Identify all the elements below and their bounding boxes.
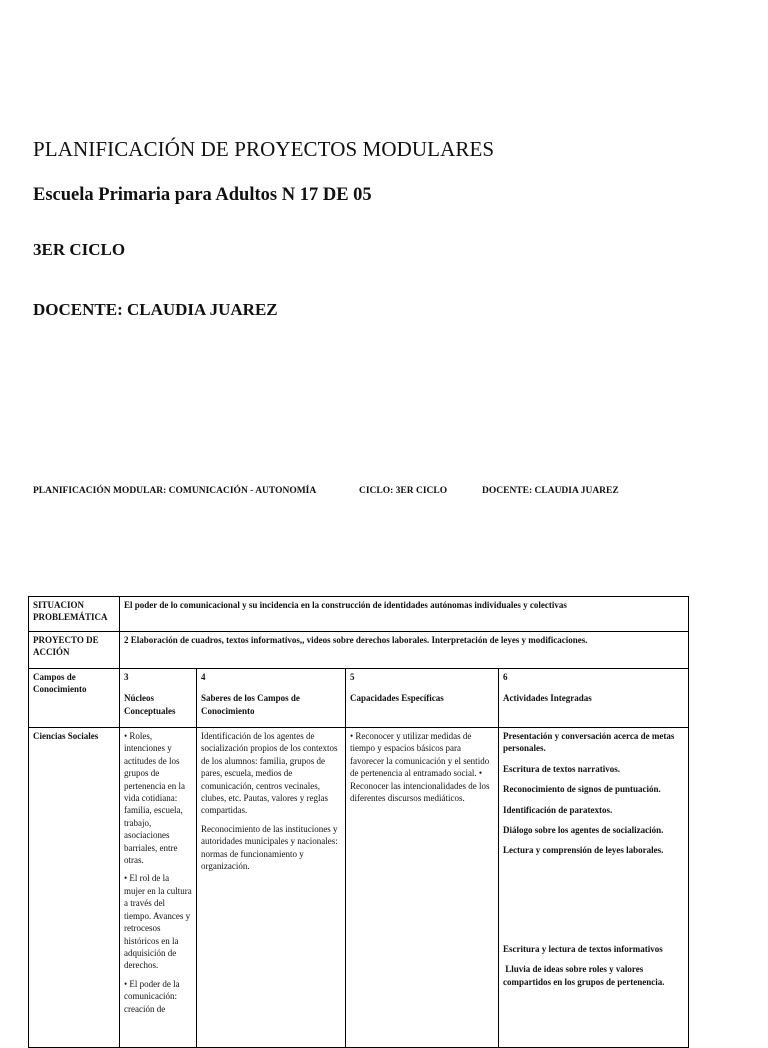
nucleo-item: • El rol de la mujer en la cultura a través del tiempo. Avances y retrocesos históricos en la adquisición de derechos.	[124, 873, 192, 971]
campos-label: Campos de Conocimiento	[29, 669, 120, 728]
actividad-item: Reconocimiento de signos de puntuación.	[503, 784, 661, 795]
proyecto-label: PROYECTO DE ACCIÓN	[29, 632, 120, 669]
situacion-row	[29, 597, 689, 632]
proyecto-row	[29, 632, 689, 669]
capacidad-item: • Reconocer y utilizar medidas de tiempo y espacios básicos para favorecer la comunicación y el sentido de pertenencia al entramado social. • Reconocer las intencionalidades de los diferentes discursos mediáticos.	[350, 731, 490, 804]
saber-item: Reconocimiento de las instituciones y autoridades municipales y nacionales: normas de funcionamiento y organización.	[201, 823, 338, 872]
nucleo-item: • Roles, intenciones y actitudes de los grupos de pertenencia en la vida cotidiana: familia, escuela, trabajo, asociaciones barriales, entre otras.	[124, 731, 185, 866]
actividad-item: Lectura y comprensión de leyes laborales.	[503, 845, 664, 856]
situacion-text: El poder de lo comunicacional y su incidencia en la construcción de identidades autónomas individuales y colectivas	[120, 597, 689, 632]
meta-modular: PLANIFICACIÓN MODULAR: COMUNICACIÓN - AUTONOMÍA	[33, 486, 317, 496]
col3-number: 3	[124, 672, 129, 682]
row-label: Ciencias Sociales	[29, 728, 120, 1048]
cycle-heading: 3ER CICLO	[33, 240, 126, 259]
capacidades-header	[346, 669, 499, 728]
actividad-item: Lluvia de ideas sobre roles y valores compartidos en los grupos de pertenencia.	[503, 964, 665, 987]
nucleos-cell	[120, 728, 197, 1048]
header-row	[29, 669, 689, 728]
meta-cycle: CICLO: 3ER CICLO	[359, 486, 448, 496]
saber-item: Identificación de los agentes de socialización propios de los contextos de los alumnos: familia, grupos de pares, escuela, medios de comunicación, centros vecinales, clubes, etc. Pautas, valores y reglas compartidas.	[201, 731, 338, 816]
planning-table	[28, 596, 689, 1048]
nucleo-item: • El poder de la comunicación: creación de	[124, 978, 180, 1014]
col3-label: Núcleos Conceptuales	[124, 693, 176, 716]
actividades-cell	[499, 728, 689, 1048]
school-name: Escuela Primaria para Adultos N 17 DE 05	[33, 185, 372, 205]
document-title: PLANIFICACIÓN DE PROYECTOS MODULARES	[33, 137, 495, 161]
situacion-label: SITUACION PROBLEMÁTICA	[29, 597, 120, 632]
col6-number: 6	[503, 672, 508, 682]
proyecto-text: 2 Elaboración de cuadros, textos informativos,, videos sobre derechos laborales. Interpretación de leyes y modificaciones.	[120, 632, 689, 669]
actividad-item: Identificación de paratextos.	[503, 804, 613, 815]
ciencias-sociales-row	[29, 728, 689, 1048]
nucleos-header	[120, 669, 197, 728]
actividad-item: Escritura de textos narrativos.	[503, 763, 620, 774]
actividad-item: Diálogo sobre los agentes de socialización.	[503, 825, 664, 836]
col4-number: 4	[201, 672, 206, 682]
col5-number: 5	[350, 672, 355, 682]
col4-label: Saberes de los Campos de Conocimiento	[201, 693, 300, 716]
actividad-item: Escritura y lectura de textos informativos	[503, 943, 663, 954]
actividades-header	[499, 669, 689, 728]
capacidades-cell	[346, 728, 499, 1048]
meta-teacher: DOCENTE: CLAUDIA JUAREZ	[482, 486, 619, 496]
col6-label: Actividades Integradas	[503, 693, 592, 704]
saberes-cell	[197, 728, 346, 1048]
col5-label: Capacidades Específicas	[350, 693, 444, 704]
teacher-heading: DOCENTE: CLAUDIA JUAREZ	[33, 300, 278, 319]
actividad-item: Presentación y conversación acerca de metas personales.	[503, 731, 675, 754]
saberes-header	[197, 669, 346, 728]
actividades-spacer	[503, 865, 684, 943]
